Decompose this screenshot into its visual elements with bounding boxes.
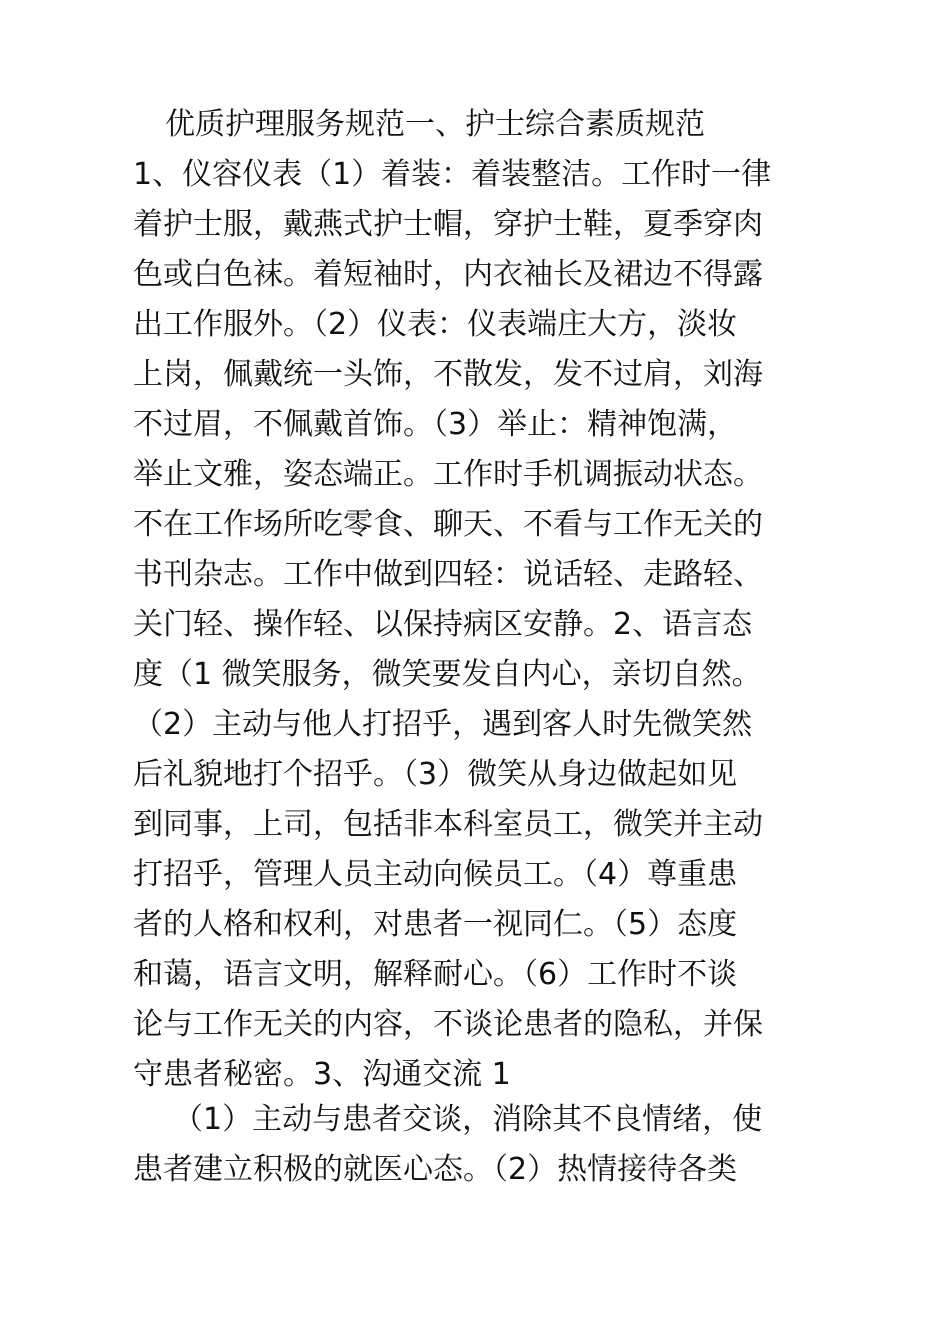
- paragraph-2: [133, 1095, 833, 1195]
- text-line: 论与工作无关的内容，不谈论患者的隐私，并保: [133, 1007, 763, 1042]
- text-line: 后礼貌地打个招乎。（3）微笑从身边做起如见: [133, 757, 738, 792]
- text-line: 者的人格和权利，对患者一视同仁。（5）态度: [133, 907, 738, 942]
- paragraph-1: [133, 100, 833, 1100]
- text-line: （1）主动与患者交谈，消除其不良情绪，使: [173, 1102, 763, 1137]
- text-line: 守患者秘密。3、沟通交流 1: [133, 1057, 511, 1092]
- text-line: 书刊杂志。工作中做到四轻：说话轻、走路轻、: [133, 557, 763, 592]
- text-line: 打招乎，管理人员主动向候员工。（4）尊重患: [133, 857, 738, 892]
- text-line: 不过眉，不佩戴首饰。（3）举止：精神饱满，: [133, 407, 738, 442]
- text-line: 关门轻、操作轻、以保持病区安静。2、语言态: [133, 607, 753, 642]
- text-line: 举止文雅，姿态端正。工作时手机调振动状态。: [133, 457, 763, 492]
- text-line: 不在工作场所吃零食、聊天、不看与工作无关的: [133, 507, 763, 542]
- text-line: 和蔼，语言文明，解释耐心。（6）工作时不谈: [133, 957, 738, 992]
- text-line: 上岗，佩戴统一头饰，不散发，发不过肩，刘海: [133, 357, 763, 392]
- text-line: 1、仪容仪表（1）着装：着装整洁。工作时一律: [133, 157, 772, 192]
- text-line: （2）主动与他人打招乎，遇到客人时先微笑然: [133, 707, 753, 742]
- document-title-line: 优质护理服务规范一、护士综合素质规范: [165, 107, 705, 142]
- text-line: 患者建立积极的就医心态。（2）热情接待各类: [133, 1152, 738, 1187]
- text-line: 度（1 微笑服务，微笑要发自内心，亲切自然。: [133, 657, 762, 692]
- text-line: 着护士服，戴燕式护士帽，穿护士鞋，夏季穿肉: [133, 207, 763, 242]
- text-line: 出工作服外。（2）仪表：仪表端庄大方，淡妆: [133, 307, 738, 342]
- text-line: 到同事，上司，包括非本科室员工，微笑并主动: [133, 807, 763, 842]
- text-line: 色或白色袜。着短袖时，内衣袖长及裙边不得露: [133, 257, 763, 292]
